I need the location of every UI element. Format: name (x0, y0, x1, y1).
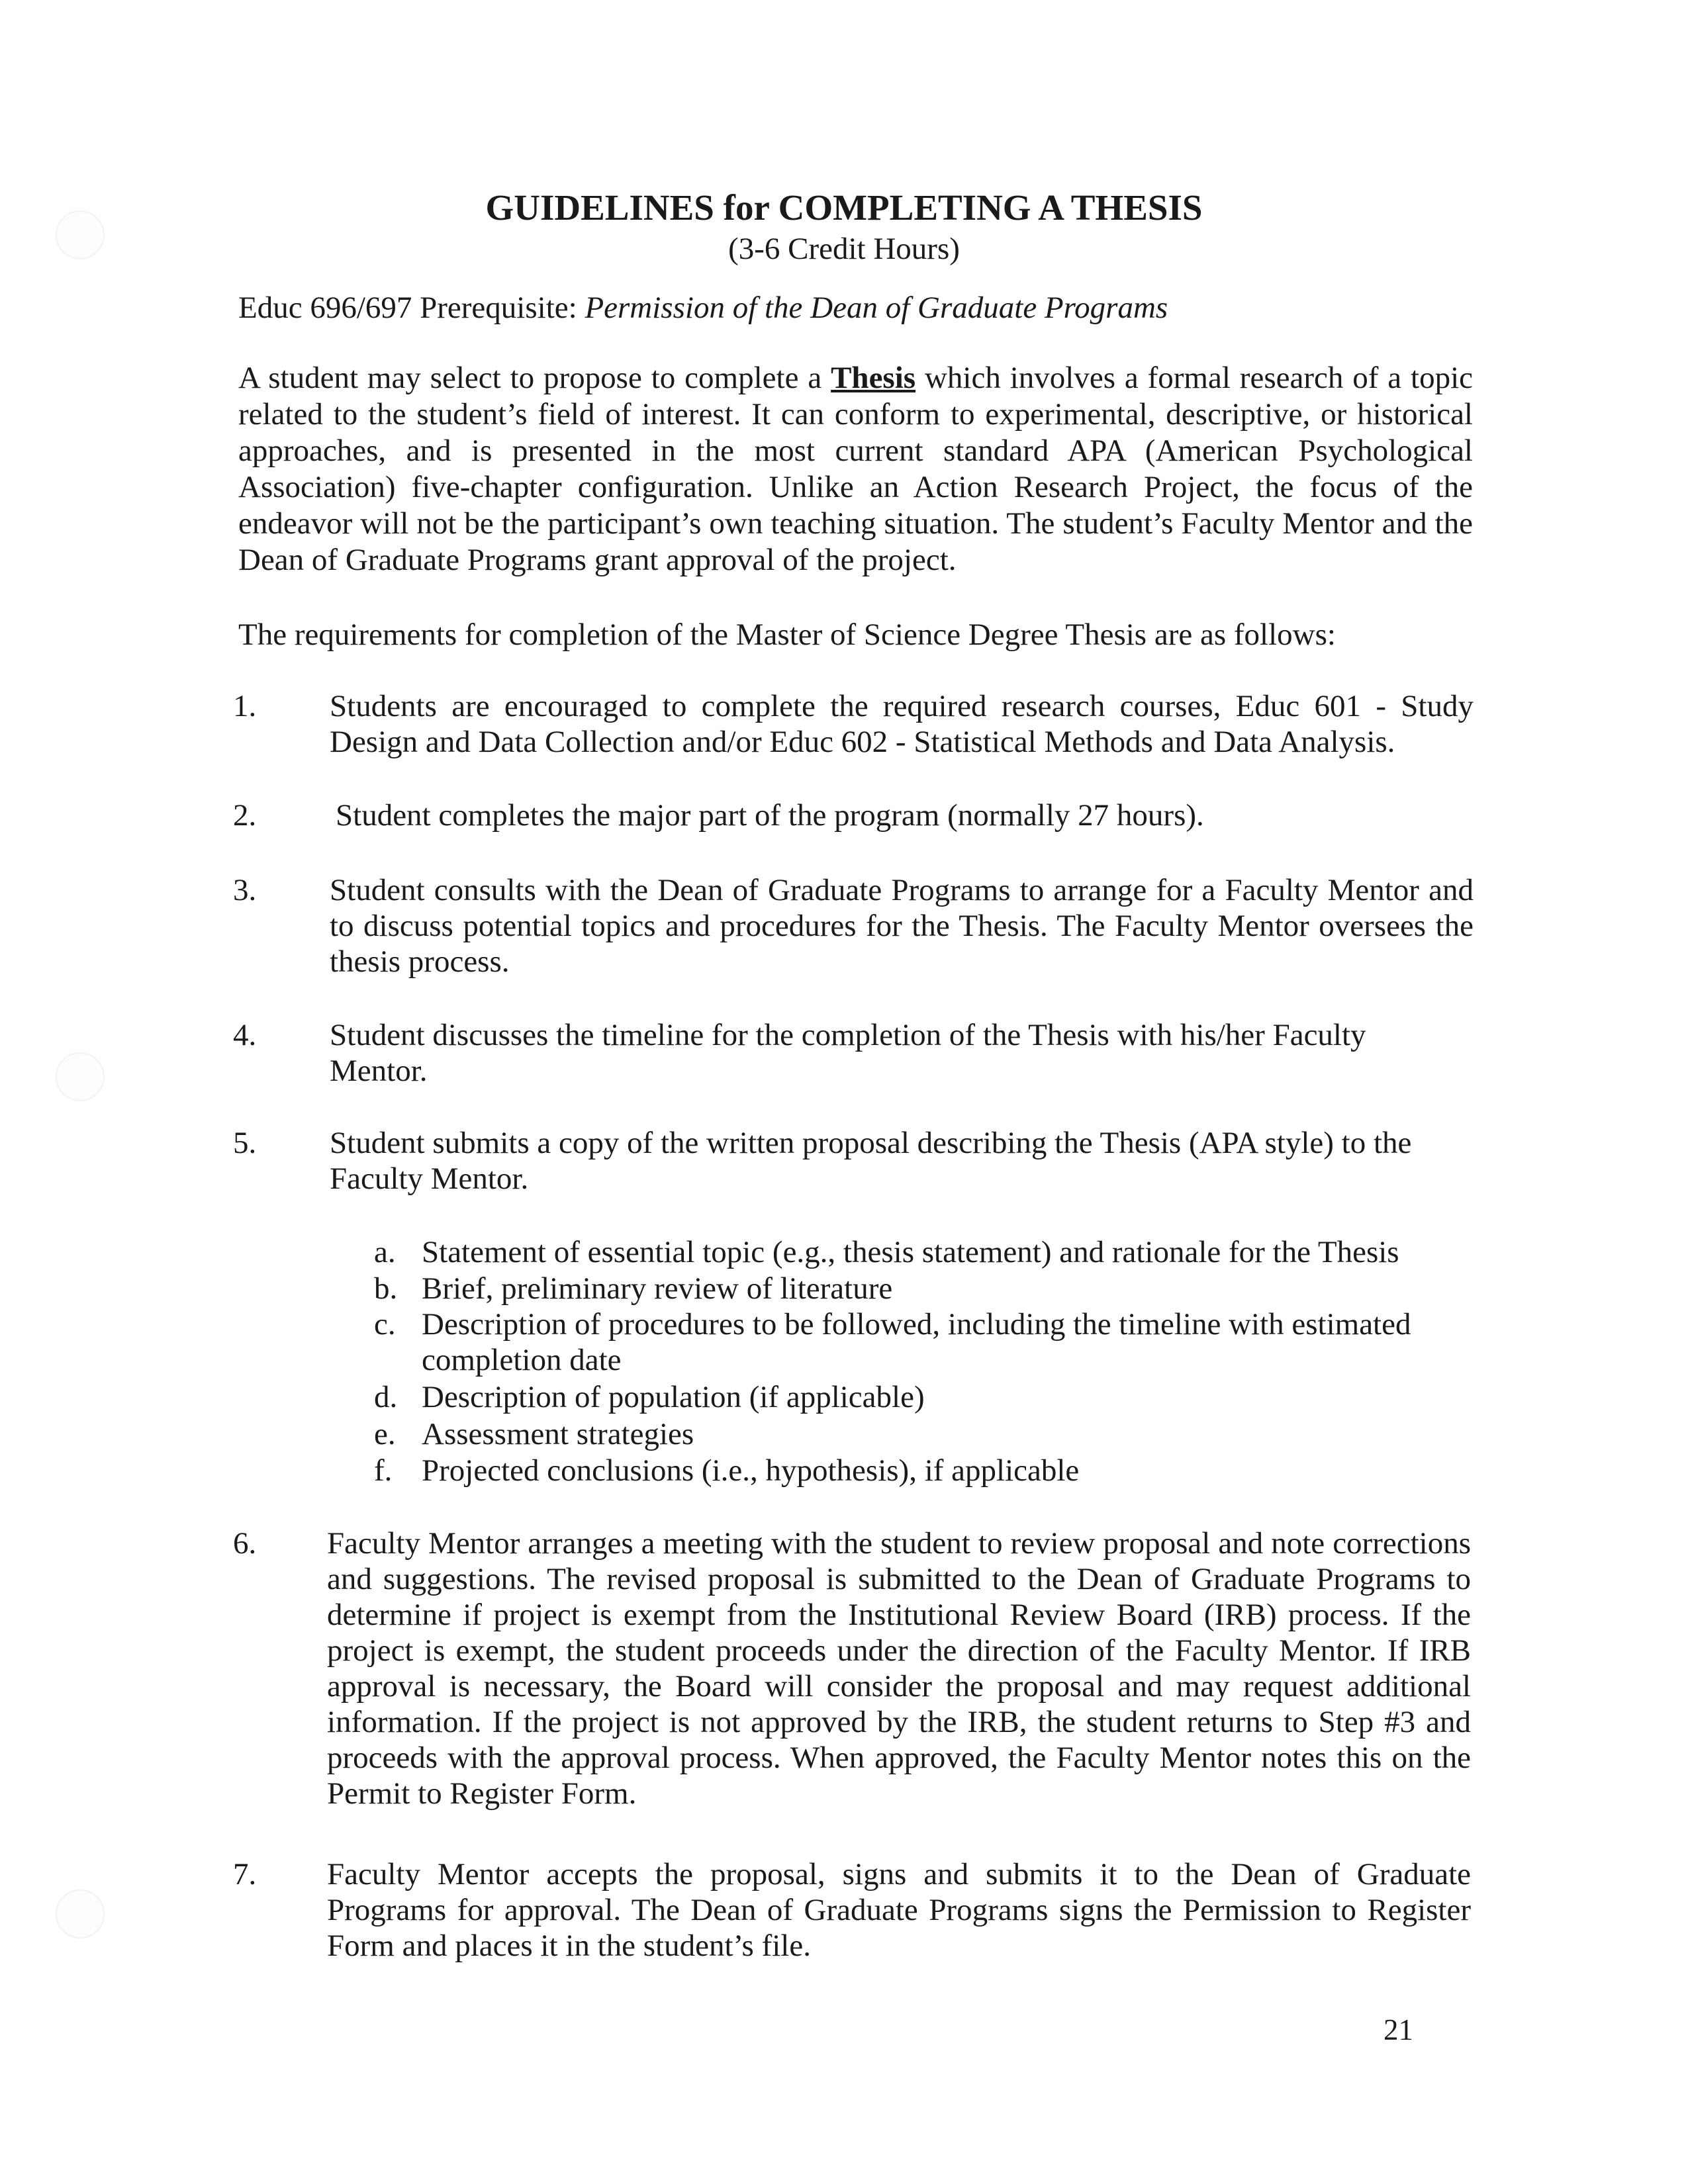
item-text: Students are encouraged to complete the required research courses, Educ 601 - Study Design and Data Collection and/or Educ 602 - Statistical Methods and Data Analysis. (330, 689, 1474, 759)
thesis-emphasis: Thesis (831, 361, 916, 395)
prerequisite-line (238, 289, 1168, 326)
item-text: Student submits a copy of the written proposal describing the Thesis (APA style) to the Faculty Mentor. (330, 1126, 1412, 1196)
sub-item-letter: a. (374, 1235, 396, 1269)
intro-text-start: A student may select to propose to complete a (238, 361, 831, 395)
sub-item-letter: c. (374, 1307, 396, 1342)
item-number: 5. (233, 1126, 257, 1160)
page-number: 21 (1383, 2013, 1413, 2046)
item-number: 3. (233, 873, 257, 907)
sub-item-text: Description of procedures to be followed, including the timeline with estimated completion date (422, 1307, 1411, 1377)
item-number: 4. (233, 1018, 257, 1052)
punch-hole (56, 1889, 105, 1938)
sub-item-letter: e. (374, 1417, 396, 1451)
item-number: 2. (233, 798, 257, 833)
page-title: GUIDELINES for COMPLETING A THESIS (485, 187, 1203, 228)
intro-text-end: which involves a formal research of a topic related to the student’s field of interest. It can conform to experimental, descriptive, or historical approaches, and is presented in the most current standard APA (American Psychological Association) five-chapter configuration. Unlike an Action Research Project, the focus of the endeavor will not be the participant’s own teaching situation. The student’s Faculty Mentor and the Dean of Graduate Programs grant approval of the project. (238, 361, 1473, 577)
requirements-lead: The requirements for completion of the Master of Science Degree Thesis are as follows: (238, 617, 1336, 652)
item-number: 6. (233, 1526, 257, 1561)
item-text: Student discusses the timeline for the completion of the Thesis with his/her Faculty Mentor. (330, 1018, 1366, 1088)
item-text: Faculty Mentor accepts the proposal, signs and submits it to the Dean of Graduate Programs for approval. The Dean of Graduate Programs signs the Permission to Register Form and places it in the student’s file. (327, 1857, 1471, 1963)
item-text: Student consults with the Dean of Graduate Programs to arrange for a Faculty Mentor and to discuss potential topics and procedures for the Thesis. The Faculty Mentor oversees the thesis process. (330, 873, 1474, 979)
punch-hole (56, 1052, 105, 1101)
sub-item-letter: d. (374, 1380, 398, 1414)
item-text: Student completes the major part of the program (normally 27 hours). (336, 798, 1204, 833)
prerequisite-value: Permission of the Dean of Graduate Programs (585, 291, 1168, 325)
sub-item-letter: b. (374, 1271, 398, 1306)
sub-item-text: Brief, preliminary review of literature (422, 1271, 893, 1306)
sub-item-text: Statement of essential topic (e.g., thesis statement) and rationale for the Thesis (422, 1235, 1399, 1269)
item-text: Faculty Mentor arranges a meeting with the student to review proposal and note corrections and suggestions. The revised proposal is submitted to the Dean of Graduate Programs to determine if project is exempt from the Institutional Review Board (IRB) process. If the project is exempt, the student proceeds under the direction of the Faculty Mentor. If IRB approval is necessary, the Board will consider the proposal and may request additional information. If the project is not approved by the IRB, the student returns to Step #3 and proceeds with the approval process. When approved, the Faculty Mentor notes this on the Permit to Register Form. (327, 1526, 1471, 1811)
sub-item-text: Assessment strategies (422, 1417, 694, 1451)
item-number: 1. (233, 689, 257, 723)
credit-hours: (3-6 Credit Hours) (728, 232, 960, 266)
sub-item-letter: f. (374, 1453, 393, 1488)
prerequisite-label: Educ 696/697 Prerequisite: (238, 291, 577, 325)
item-number: 7. (233, 1857, 257, 1891)
sub-item-text: Description of population (if applicable) (422, 1380, 925, 1414)
sub-item-text: Projected conclusions (i.e., hypothesis), if applicable (422, 1453, 1080, 1488)
intro-paragraph (238, 360, 1473, 578)
